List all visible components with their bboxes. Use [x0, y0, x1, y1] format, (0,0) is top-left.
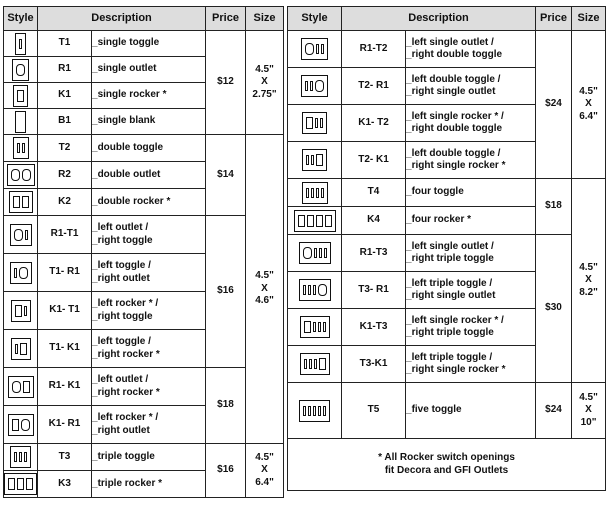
style-description: [92, 254, 206, 292]
description-line: _ right triple toggle: [406, 327, 535, 340]
size-cell: [246, 135, 284, 444]
plate-toggle-rocker-icon: [11, 338, 31, 360]
style-code: T1: [38, 31, 92, 57]
style-code: K3: [38, 471, 92, 498]
price-cell: $16: [206, 444, 246, 498]
style-code: T5: [342, 383, 406, 439]
style-cell: [4, 162, 38, 189]
description-line: _ left double toggle /: [406, 74, 535, 87]
description-line: _ right double toggle: [406, 123, 535, 136]
style-description: [92, 292, 206, 330]
style-cell: [4, 216, 38, 254]
size-line: 10": [580, 416, 597, 428]
rocker-icon: [13, 196, 20, 208]
toggle-icon: [320, 118, 323, 128]
plate-rocker-toggle-toggle-toggle-icon: [300, 316, 330, 338]
description-line: _ left rocker * /: [92, 298, 205, 311]
style-description: [406, 142, 536, 179]
toggle-icon: [310, 81, 313, 91]
style-cell: [288, 179, 342, 207]
price-cell: $14: [206, 135, 246, 216]
toggle-icon: [14, 268, 17, 278]
size-line: 6.4": [579, 110, 598, 122]
style-description: [92, 135, 206, 162]
style-code: K1- R1: [38, 406, 92, 444]
plate-rocker-toggle-icon: [11, 300, 31, 322]
description-line: _ double rocker *: [92, 196, 205, 209]
style-description: [406, 31, 536, 68]
toggle-icon: [314, 359, 317, 369]
toggle-icon: [323, 406, 326, 416]
toggle-icon: [311, 155, 314, 165]
style-code: R1-T2: [342, 31, 406, 68]
style-code: T1- K1: [38, 330, 92, 368]
description-line: _ single toggle: [92, 37, 205, 50]
plate-rocker-rocker-rocker-icon: [4, 473, 37, 495]
price-cell: $16: [206, 216, 246, 368]
description-line: _ four rocker *: [406, 214, 535, 227]
size-line: X: [261, 464, 268, 476]
style-cell: [288, 142, 342, 179]
style-description: [92, 31, 206, 57]
toggle-icon: [313, 406, 316, 416]
toggle-icon: [318, 406, 321, 416]
size-line: 4.5": [579, 85, 598, 97]
style-description: [406, 346, 536, 383]
description-line: _ left single rocker * /: [406, 111, 535, 124]
style-cell: [4, 444, 38, 471]
plate-toggle-toggle-toggle-rocker-icon: [300, 353, 330, 375]
header-row: [4, 7, 284, 31]
style-description: [406, 309, 536, 346]
rocker-icon: [17, 90, 24, 102]
plate-outlet-toggle-toggle-icon: [301, 38, 328, 60]
style-code: T3- R1: [342, 272, 406, 309]
style-description: [406, 272, 536, 309]
description-line: _ left triple toggle /: [406, 352, 535, 365]
style-cell: [4, 254, 38, 292]
description-line: _ left toggle /: [92, 260, 205, 273]
description-line: _ single blank: [92, 115, 205, 128]
style-description: [92, 471, 206, 498]
plate-toggle-toggle-toggle-toggle-toggle-icon: [299, 400, 330, 422]
plate-rocker-toggle-toggle-icon: [302, 112, 327, 134]
toggle-icon: [304, 359, 307, 369]
col-header-style: Style: [4, 7, 38, 31]
style-cell: [288, 346, 342, 383]
description-line: _ right rocker *: [92, 349, 205, 362]
plate-outlet-rocker-icon: [8, 376, 34, 398]
col-header-description: Description: [342, 7, 536, 31]
description-line: _ right single outlet: [406, 86, 535, 99]
style-code: T2- R1: [342, 68, 406, 105]
col-header-style: Style: [288, 7, 342, 31]
size-line: 4.5": [255, 63, 274, 75]
size-line: 6.4": [255, 476, 274, 488]
style-code: K4: [342, 207, 406, 235]
plate-rocker-rocker-icon: [9, 191, 33, 213]
toggle-icon: [25, 230, 28, 240]
outlet-icon: [11, 169, 20, 181]
price-cell: $24: [536, 383, 572, 439]
description-line: _ triple rocker *: [92, 478, 205, 491]
style-code: T3-K1: [342, 346, 406, 383]
toggle-icon: [305, 81, 308, 91]
toggle-icon: [324, 248, 327, 258]
style-code: T1- R1: [38, 254, 92, 292]
toggle-icon: [308, 285, 311, 295]
description-line: _ four toggle: [406, 186, 535, 199]
style-description: [406, 179, 536, 207]
rocker-note: [288, 439, 606, 491]
rocker-icon: [325, 215, 332, 227]
price-table-left: [3, 6, 284, 498]
style-cell: [288, 235, 342, 272]
toggle-icon: [14, 452, 17, 462]
toggle-icon: [17, 143, 20, 153]
description-line: _ single rocker *: [92, 89, 205, 102]
toggle-icon: [311, 188, 314, 198]
style-code: R1-T1: [38, 216, 92, 254]
toggle-icon: [321, 188, 324, 198]
toggle-icon: [313, 285, 316, 295]
style-description: [92, 189, 206, 216]
size-cell: [246, 31, 284, 135]
size-line: 4.6": [255, 295, 274, 307]
description-line: _ right rocker *: [92, 387, 205, 400]
style-cell: [4, 83, 38, 109]
description-line: _ left triple toggle /: [406, 278, 535, 291]
outlet-icon: [315, 80, 324, 92]
rocker-icon: [307, 215, 314, 227]
toggle-icon: [19, 39, 22, 49]
outlet-icon: [14, 229, 23, 241]
toggle-icon: [19, 452, 22, 462]
toggle-icon: [303, 285, 306, 295]
toggle-icon: [309, 359, 312, 369]
style-code: K1: [38, 83, 92, 109]
outlet-icon: [16, 64, 25, 76]
plate-outlet-toggle-icon: [10, 224, 32, 246]
style-cell: [4, 109, 38, 135]
description-line: _ right single outlet: [406, 290, 535, 303]
size-line: 4.5": [579, 261, 598, 273]
style-description: [406, 207, 536, 235]
description-line: _ right toggle: [92, 235, 205, 248]
size-cell: [572, 31, 606, 179]
description-line: _ right outlet: [92, 425, 205, 438]
price-cell: $24: [536, 31, 572, 179]
style-cell: [288, 272, 342, 309]
description-line: _ right double toggle: [406, 49, 535, 62]
toggle-icon: [316, 44, 319, 54]
description-line: _ left double toggle /: [406, 148, 535, 161]
price-table-right: [287, 6, 606, 491]
description-line: _ right outlet: [92, 273, 205, 286]
style-cell: [4, 57, 38, 83]
plate-rocker-rocker-rocker-rocker-icon: [294, 210, 336, 232]
toggle-icon: [15, 344, 18, 354]
size-line: 4.5": [255, 270, 274, 282]
rocker-icon: [319, 358, 326, 370]
rocker-icon: [316, 154, 323, 166]
outlet-icon: [303, 247, 312, 259]
rocker-icon: [8, 478, 15, 490]
style-description: [92, 162, 206, 189]
style-code: R1: [38, 57, 92, 83]
price-cell: $12: [206, 31, 246, 135]
style-cell: [288, 31, 342, 68]
style-code: T2: [38, 135, 92, 162]
toggle-icon: [306, 155, 309, 165]
style-description: [406, 105, 536, 142]
description-line: _ right triple toggle: [406, 253, 535, 266]
description-line: _ right single rocker *: [406, 160, 535, 173]
description-line: _ left rocker * /: [92, 412, 205, 425]
style-cell: [4, 406, 38, 444]
style-cell: [4, 471, 38, 498]
style-cell: [4, 31, 38, 57]
style-code: K1- T2: [342, 105, 406, 142]
description-line: _ double toggle: [92, 142, 205, 155]
plate-toggle-toggle-toggle-toggle-icon: [302, 182, 328, 204]
price-cell: $18: [206, 368, 246, 444]
size-line: 4.5": [579, 391, 598, 403]
toggle-icon: [24, 306, 27, 316]
style-cell: [288, 105, 342, 142]
rocker-icon: [306, 117, 313, 129]
plate-toggle-icon: [15, 33, 26, 55]
style-code: R1-T3: [342, 235, 406, 272]
note-line: fit Decora and GFI Outlets: [384, 464, 509, 476]
plate-toggle-toggle-toggle-outlet-icon: [299, 279, 331, 301]
style-cell: [4, 330, 38, 368]
toggle-icon: [323, 322, 326, 332]
style-cell: [288, 383, 342, 439]
blank-icon: [19, 120, 22, 123]
plate-outlet-toggle-toggle-toggle-icon: [299, 242, 331, 264]
toggle-icon: [306, 188, 309, 198]
style-cell: [4, 135, 38, 162]
size-cell: [246, 444, 284, 498]
toggle-icon: [24, 452, 27, 462]
size-cell: [572, 383, 606, 439]
size-cell: [572, 179, 606, 383]
plate-toggle-toggle-toggle-icon: [10, 446, 31, 468]
plate-toggle-toggle-icon: [13, 137, 29, 159]
style-description: [92, 57, 206, 83]
style-cell: [4, 292, 38, 330]
description-line: _ left outlet /: [92, 374, 205, 387]
size-line: 4.5": [255, 451, 274, 463]
outlet-icon: [19, 267, 28, 279]
description-line: _ left outlet /: [92, 222, 205, 235]
rocker-icon: [17, 478, 24, 490]
description-line: _ left single outlet /: [406, 37, 535, 50]
style-code: K2: [38, 189, 92, 216]
rocker-icon: [298, 215, 305, 227]
style-description: [406, 68, 536, 105]
description-line: _ five toggle: [406, 404, 535, 417]
style-description: [92, 330, 206, 368]
plate-outlet-icon: [12, 59, 29, 81]
rocker-icon: [23, 381, 30, 393]
description-line: _ right toggle: [92, 311, 205, 324]
toggle-icon: [303, 406, 306, 416]
outlet-icon: [21, 419, 30, 431]
col-header-size: Size: [246, 7, 284, 31]
description-line: _ left single outlet /: [406, 241, 535, 254]
size-line: X: [261, 76, 268, 88]
style-code: T2- K1: [342, 142, 406, 179]
rocker-icon: [15, 305, 22, 317]
outlet-icon: [318, 284, 327, 296]
outlet-icon: [305, 43, 314, 55]
outlet-icon: [22, 169, 31, 181]
rocker-icon: [20, 343, 27, 355]
plate-rocker-icon: [13, 85, 28, 107]
toggle-icon: [321, 44, 324, 54]
rocker-icon: [22, 196, 29, 208]
style-description: [92, 109, 206, 135]
toggle-icon: [316, 188, 319, 198]
description-line: _ triple toggle: [92, 451, 205, 464]
style-code: T4: [342, 179, 406, 207]
rocker-icon: [316, 215, 323, 227]
col-header-size: Size: [572, 7, 606, 31]
col-header-price: Price: [536, 7, 572, 31]
size-line: 2.75": [252, 88, 277, 100]
plate-toggle-toggle-rocker-icon: [302, 149, 327, 171]
header-row: [288, 7, 606, 31]
rocker-icon: [12, 419, 19, 431]
toggle-icon: [314, 248, 317, 258]
plate-rocker-outlet-icon: [8, 414, 34, 436]
style-description: [92, 83, 206, 109]
style-code: T3: [38, 444, 92, 471]
outlet-icon: [12, 381, 21, 393]
style-description: [92, 216, 206, 254]
description-line: _ left single rocker * /: [406, 315, 535, 328]
size-line: X: [585, 98, 592, 110]
description-line: _ left toggle /: [92, 336, 205, 349]
style-code: R1- K1: [38, 368, 92, 406]
price-cell: $18: [536, 179, 572, 235]
plate-blank-icon: [15, 111, 26, 133]
rocker-icon: [304, 321, 311, 333]
description-line: _ double outlet: [92, 169, 205, 182]
style-cell: [4, 189, 38, 216]
toggle-icon: [319, 248, 322, 258]
style-cell: [288, 207, 342, 235]
toggle-icon: [22, 143, 25, 153]
style-code: R2: [38, 162, 92, 189]
description-line: _ single outlet: [92, 63, 205, 76]
col-header-description: Description: [38, 7, 206, 31]
style-code: K1-T3: [342, 309, 406, 346]
style-cell: [4, 368, 38, 406]
size-line: X: [585, 274, 592, 286]
col-header-price: Price: [206, 7, 246, 31]
style-description: [406, 383, 536, 439]
description-line: _ right single rocker *: [406, 364, 535, 377]
rocker-icon: [26, 478, 33, 490]
toggle-icon: [318, 322, 321, 332]
note-line: * All Rocker switch openings: [378, 452, 515, 463]
style-description: [92, 406, 206, 444]
toggle-icon: [313, 322, 316, 332]
style-cell: [288, 309, 342, 346]
toggle-icon: [315, 118, 318, 128]
plate-toggle-toggle-outlet-icon: [301, 75, 328, 97]
style-cell: [288, 68, 342, 105]
style-description: [406, 235, 536, 272]
size-line: 8.2": [579, 286, 598, 298]
size-line: X: [585, 404, 592, 416]
plate-outlet-outlet-icon: [7, 164, 35, 186]
size-line: X: [261, 282, 268, 294]
toggle-icon: [308, 406, 311, 416]
style-description: [92, 444, 206, 471]
style-code: K1- T1: [38, 292, 92, 330]
price-cell: $30: [536, 235, 572, 383]
plate-toggle-outlet-icon: [10, 262, 32, 284]
style-description: [92, 368, 206, 406]
style-code: B1: [38, 109, 92, 135]
